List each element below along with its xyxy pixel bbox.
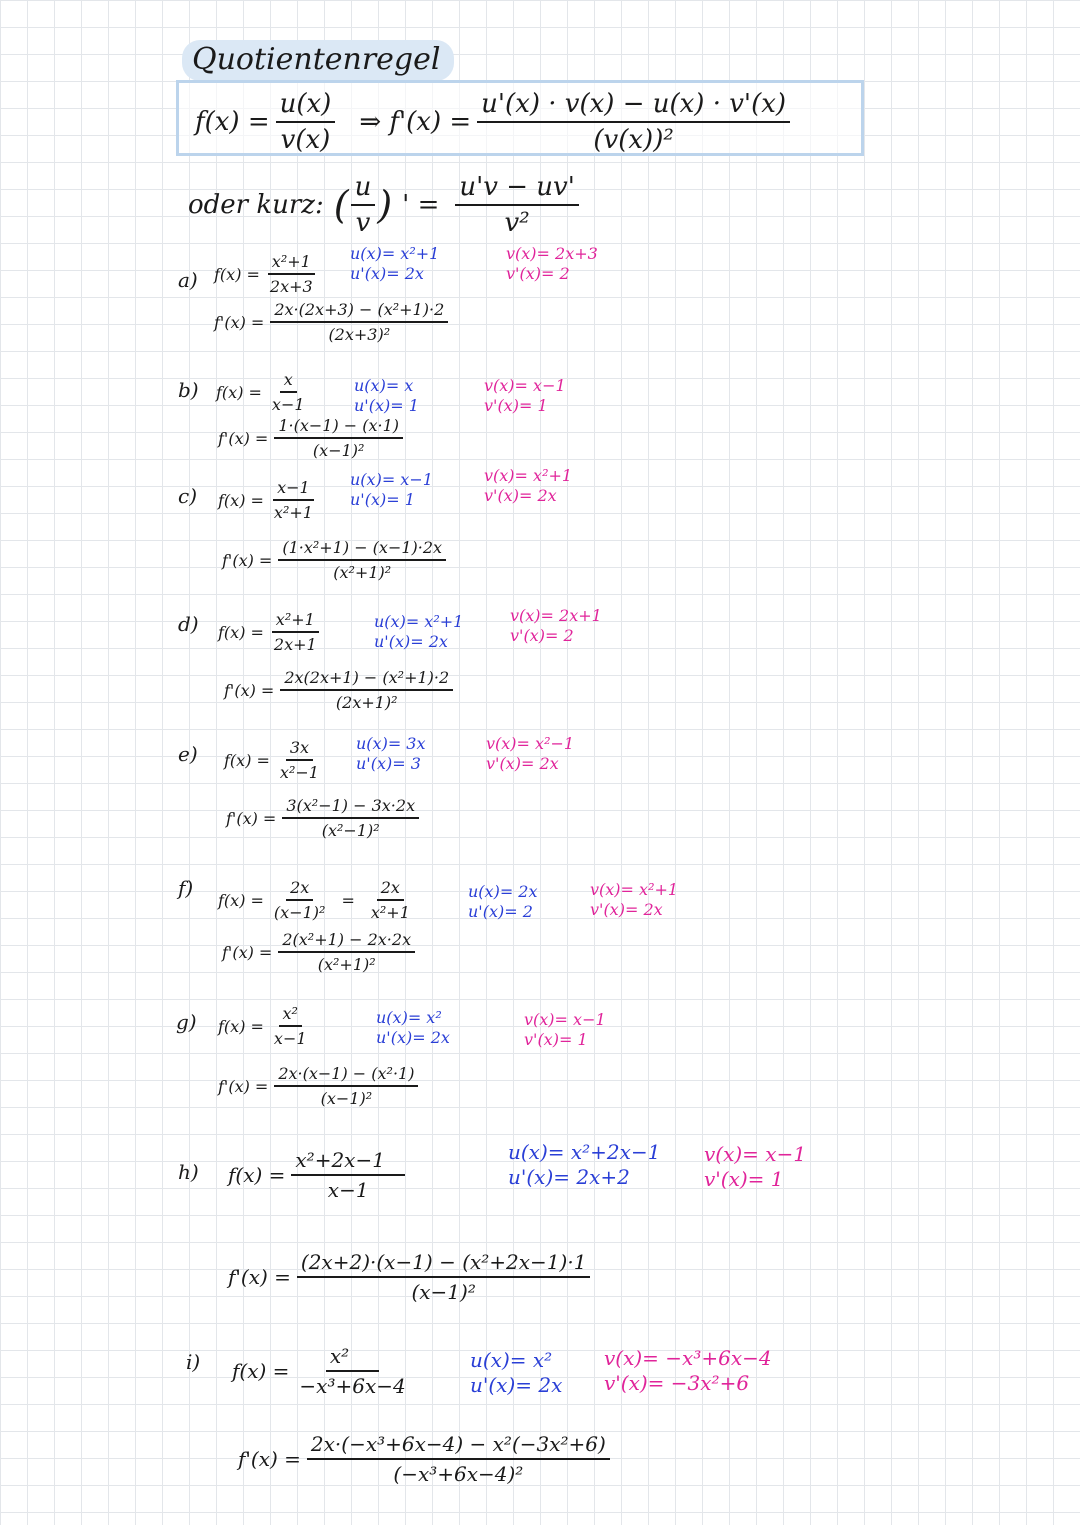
task-g-d-den: (x−1)²	[320, 1089, 373, 1108]
task-i-v	[604, 1346, 772, 1396]
task-f-d-num: 2(x²+1) − 2x·2x	[278, 930, 415, 953]
task-f-d-fraction	[278, 930, 415, 974]
task-h-v1-line: v'(x)= 1	[704, 1167, 784, 1191]
rule-lhs: f(x) =	[195, 107, 270, 137]
task-b-label: b)	[178, 378, 199, 402]
task-f-f-fraction	[270, 878, 330, 922]
task-d-u	[374, 612, 463, 652]
task-e-u1-line: u'(x)= 3	[356, 754, 421, 773]
task-f-d-den: (x²+1)²	[317, 955, 376, 974]
rule-den: v(x)	[280, 125, 331, 155]
task-b-d-den: (x−1)²	[312, 441, 365, 460]
task-f-v-line: v(x)= x²+1	[590, 880, 679, 899]
rule-result-fraction	[477, 89, 790, 155]
short-prime: ' =	[402, 190, 440, 220]
task-e-f-num: 3x	[286, 738, 313, 761]
task-e-v1-line: v'(x)= 2x	[486, 754, 559, 773]
task-i-d-den: (−x³+6x−4)²	[393, 1462, 524, 1486]
task-b-v-line: v(x)= x−1	[484, 376, 566, 395]
task-b-d-fraction	[274, 416, 403, 460]
task-g-label: g)	[176, 1010, 197, 1034]
task-a-d-fraction	[270, 300, 448, 344]
task-h-d-den: (x−1)²	[411, 1280, 476, 1304]
paren-open: (	[333, 183, 349, 227]
equals-sign: =	[341, 890, 355, 910]
task-g-u1-line: u'(x)= 2x	[376, 1028, 450, 1047]
task-f-f-num: 2x	[286, 878, 313, 901]
task-e-u-line: u(x)= 3x	[356, 734, 426, 753]
task-h-label: h)	[178, 1160, 199, 1184]
dfx-prefix: f'(x) =	[228, 1265, 291, 1289]
task-f-u1-line: u'(x)= 2	[468, 902, 533, 921]
task-g-d-fraction	[274, 1064, 418, 1108]
task-e-d-den: (x²−1)²	[321, 821, 380, 840]
task-i-d-num: 2x·(−x³+6x−4) − x²(−3x²+6)	[307, 1432, 610, 1460]
task-f-f	[218, 878, 420, 922]
task-b-f-num: x	[280, 370, 297, 393]
task-h-f	[228, 1148, 411, 1202]
task-b-f-fraction	[268, 370, 309, 414]
task-e-f-den: x²−1	[279, 763, 319, 782]
task-b-v	[484, 376, 566, 416]
task-c-f	[218, 478, 323, 522]
task-h-u	[508, 1140, 660, 1190]
task-a-d-num: 2x·(2x+3) − (x²+1)·2	[270, 300, 448, 323]
rule-box	[176, 80, 864, 156]
task-f-f-den: (x−1)²	[273, 903, 326, 922]
task-h-u-line: u(x)= x²+2x−1	[508, 1140, 661, 1164]
task-a-f	[214, 252, 323, 296]
dfx-prefix: f'(x) =	[222, 550, 273, 570]
task-a-u1-line: u'(x)= 2x	[350, 264, 424, 283]
task-d-f-den: 2x+1	[273, 635, 317, 654]
task-g-v	[524, 1010, 606, 1050]
task-b-v1-line: v'(x)= 1	[484, 396, 548, 415]
task-f-v1-line: v'(x)= 2x	[590, 900, 663, 919]
page-title: Quotientenregel	[182, 40, 454, 81]
task-g-u-line: u(x)= x²	[376, 1008, 442, 1027]
task-h-f-num: x²+2x−1	[291, 1148, 405, 1176]
task-g-u	[376, 1008, 450, 1048]
task-a-v1-line: v'(x)= 2	[506, 264, 570, 283]
task-i-label: i)	[186, 1350, 201, 1374]
rule-num: u(x)	[276, 89, 336, 123]
task-c-u	[350, 470, 433, 510]
task-a-derivative	[214, 300, 454, 344]
task-c-d-num: (1·x²+1) − (x−1)·2x	[278, 538, 446, 561]
task-d-derivative	[224, 668, 459, 712]
task-b-f	[216, 370, 315, 414]
task-e-v	[486, 734, 574, 774]
rule-formula	[195, 89, 796, 155]
dfx-prefix: f'(x) =	[218, 428, 269, 448]
task-g-f-num: x²	[279, 1004, 302, 1027]
task-h-v-line: v(x)= x−1	[704, 1142, 807, 1166]
task-c-d-fraction	[278, 538, 446, 582]
task-f-f-eq-fraction	[367, 878, 414, 922]
task-f-v	[590, 880, 678, 920]
short-rhs-den: v²	[504, 208, 530, 238]
task-e-f-fraction	[276, 738, 323, 782]
task-g-derivative	[218, 1064, 424, 1108]
task-a-u	[350, 244, 439, 284]
task-d-f-num: x²+1	[272, 610, 319, 633]
task-i-f-den: −x³+6x−4	[299, 1374, 406, 1398]
task-g-v-line: v(x)= x−1	[524, 1010, 606, 1029]
task-i-f-fraction	[295, 1344, 409, 1398]
task-f-f-eq-num: 2x	[377, 878, 404, 901]
short-lhs-num: u	[351, 172, 376, 206]
task-d-d-num: 2x(2x+1) − (x²+1)·2	[280, 668, 453, 691]
task-c-derivative	[222, 538, 452, 582]
task-a-f-den: 2x+3	[269, 277, 313, 296]
fx-prefix: f(x) =	[232, 1359, 290, 1383]
task-h-f-fraction	[291, 1148, 405, 1202]
task-h-d-fraction	[297, 1250, 591, 1304]
task-a-f-fraction	[266, 252, 317, 296]
task-b-d-num: 1·(x−1) − (x·1)	[274, 416, 403, 439]
short-lhs-den: v	[355, 208, 371, 238]
task-i-derivative	[238, 1432, 616, 1486]
task-g-f	[218, 1004, 317, 1048]
fx-prefix: f(x) =	[224, 750, 270, 770]
task-c-f-den: x²+1	[273, 503, 313, 522]
short-prefix: oder kurz:	[188, 190, 324, 220]
fx-prefix: f(x) =	[218, 890, 264, 910]
task-d-f	[218, 610, 327, 654]
paren-close: )	[377, 183, 393, 227]
fx-prefix: f(x) =	[214, 264, 260, 284]
task-d-v-line: v(x)= 2x+1	[510, 606, 602, 625]
task-e-f	[224, 738, 329, 782]
rule-result-den: (v(x))²	[593, 125, 674, 155]
task-g-f-fraction	[270, 1004, 311, 1048]
task-e-d-num: 3(x²−1) − 3x·2x	[282, 796, 419, 819]
task-h-f-den: x−1	[327, 1178, 369, 1202]
task-g-v1-line: v'(x)= 1	[524, 1030, 588, 1049]
fx-prefix: f(x) =	[228, 1163, 286, 1187]
short-rhs-fraction	[455, 172, 578, 238]
task-b-u	[354, 376, 419, 416]
task-g-d-num: 2x·(x−1) − (x²·1)	[274, 1064, 418, 1087]
task-f-u	[468, 882, 538, 922]
task-a-u-line: u(x)= x²+1	[350, 244, 440, 263]
task-c-v1-line: v'(x)= 2x	[484, 486, 557, 505]
dfx-prefix: f'(x) =	[226, 808, 277, 828]
task-c-label: c)	[178, 484, 198, 508]
task-h-u1-line: u'(x)= 2x+2	[508, 1165, 630, 1189]
task-f-label: f)	[178, 876, 194, 900]
task-f-u-line: u(x)= 2x	[468, 882, 538, 901]
dfx-prefix: f'(x) =	[224, 680, 275, 700]
task-i-d-fraction	[307, 1432, 610, 1486]
task-i-u1-line: u'(x)= 2x	[470, 1373, 563, 1397]
rule-fraction	[276, 89, 336, 155]
task-d-v	[510, 606, 602, 646]
task-i-u-line: u(x)= x²	[470, 1348, 553, 1372]
task-d-u1-line: u'(x)= 2x	[374, 632, 448, 651]
task-d-f-fraction	[270, 610, 321, 654]
task-c-f-fraction	[270, 478, 317, 522]
task-h-derivative	[228, 1250, 596, 1304]
task-c-u-line: u(x)= x−1	[350, 470, 433, 489]
task-a-label: a)	[178, 268, 198, 292]
task-c-u1-line: u'(x)= 1	[350, 490, 415, 509]
dfx-prefix: f'(x) =	[214, 312, 265, 332]
task-f-f-eq-den: x²+1	[370, 903, 410, 922]
task-b-f-den: x−1	[271, 395, 305, 414]
task-i-f-num: x²	[326, 1344, 379, 1372]
task-c-v-line: v(x)= x²+1	[484, 466, 573, 485]
task-d-d-den: (2x+1)²	[335, 693, 398, 712]
fx-prefix: f(x) =	[218, 1016, 264, 1036]
task-b-u-line: u(x)= x	[354, 376, 414, 395]
task-c-d-den: (x²+1)²	[333, 563, 392, 582]
rule-arrow: ⇒ f'(x) =	[359, 107, 472, 137]
rule-result-num: u'(x) · v(x) − u(x) · v'(x)	[477, 89, 790, 123]
short-rule	[188, 172, 585, 238]
task-a-v-line: v(x)= 2x+3	[506, 244, 598, 263]
short-lhs-fraction	[351, 172, 376, 238]
task-e-label: e)	[178, 742, 198, 766]
short-rhs-num: u'v − uv'	[455, 172, 578, 206]
task-e-u	[356, 734, 426, 774]
task-e-v-line: v(x)= x²−1	[486, 734, 575, 753]
task-a-v	[506, 244, 598, 284]
dfx-prefix: f'(x) =	[222, 942, 273, 962]
task-i-v1-line: v'(x)= −3x²+6	[604, 1371, 750, 1395]
fx-prefix: f(x) =	[218, 490, 264, 510]
fx-prefix: f(x) =	[218, 622, 264, 642]
dfx-prefix: f'(x) =	[238, 1447, 301, 1471]
task-a-d-den: (2x+3)²	[328, 325, 391, 344]
task-h-d-num: (2x+2)·(x−1) − (x²+2x−1)·1	[297, 1250, 591, 1278]
task-b-derivative	[218, 416, 409, 460]
task-i-u	[470, 1348, 562, 1398]
task-i-f	[232, 1344, 416, 1398]
fx-prefix: f(x) =	[216, 382, 262, 402]
task-a-f-num: x²+1	[268, 252, 315, 275]
task-i-v-line: v(x)= −x³+6x−4	[604, 1346, 772, 1370]
task-d-v1-line: v'(x)= 2	[510, 626, 574, 645]
task-h-v	[704, 1142, 806, 1192]
task-d-u-line: u(x)= x²+1	[374, 612, 464, 631]
task-d-d-fraction	[280, 668, 453, 712]
task-d-label: d)	[178, 612, 199, 636]
task-e-d-fraction	[282, 796, 419, 840]
dfx-prefix: f'(x) =	[218, 1076, 269, 1096]
task-e-derivative	[226, 796, 425, 840]
task-c-f-num: x−1	[273, 478, 314, 501]
task-f-derivative	[222, 930, 421, 974]
task-g-f-den: x−1	[273, 1029, 307, 1048]
task-b-u1-line: u'(x)= 1	[354, 396, 419, 415]
task-c-v	[484, 466, 572, 506]
